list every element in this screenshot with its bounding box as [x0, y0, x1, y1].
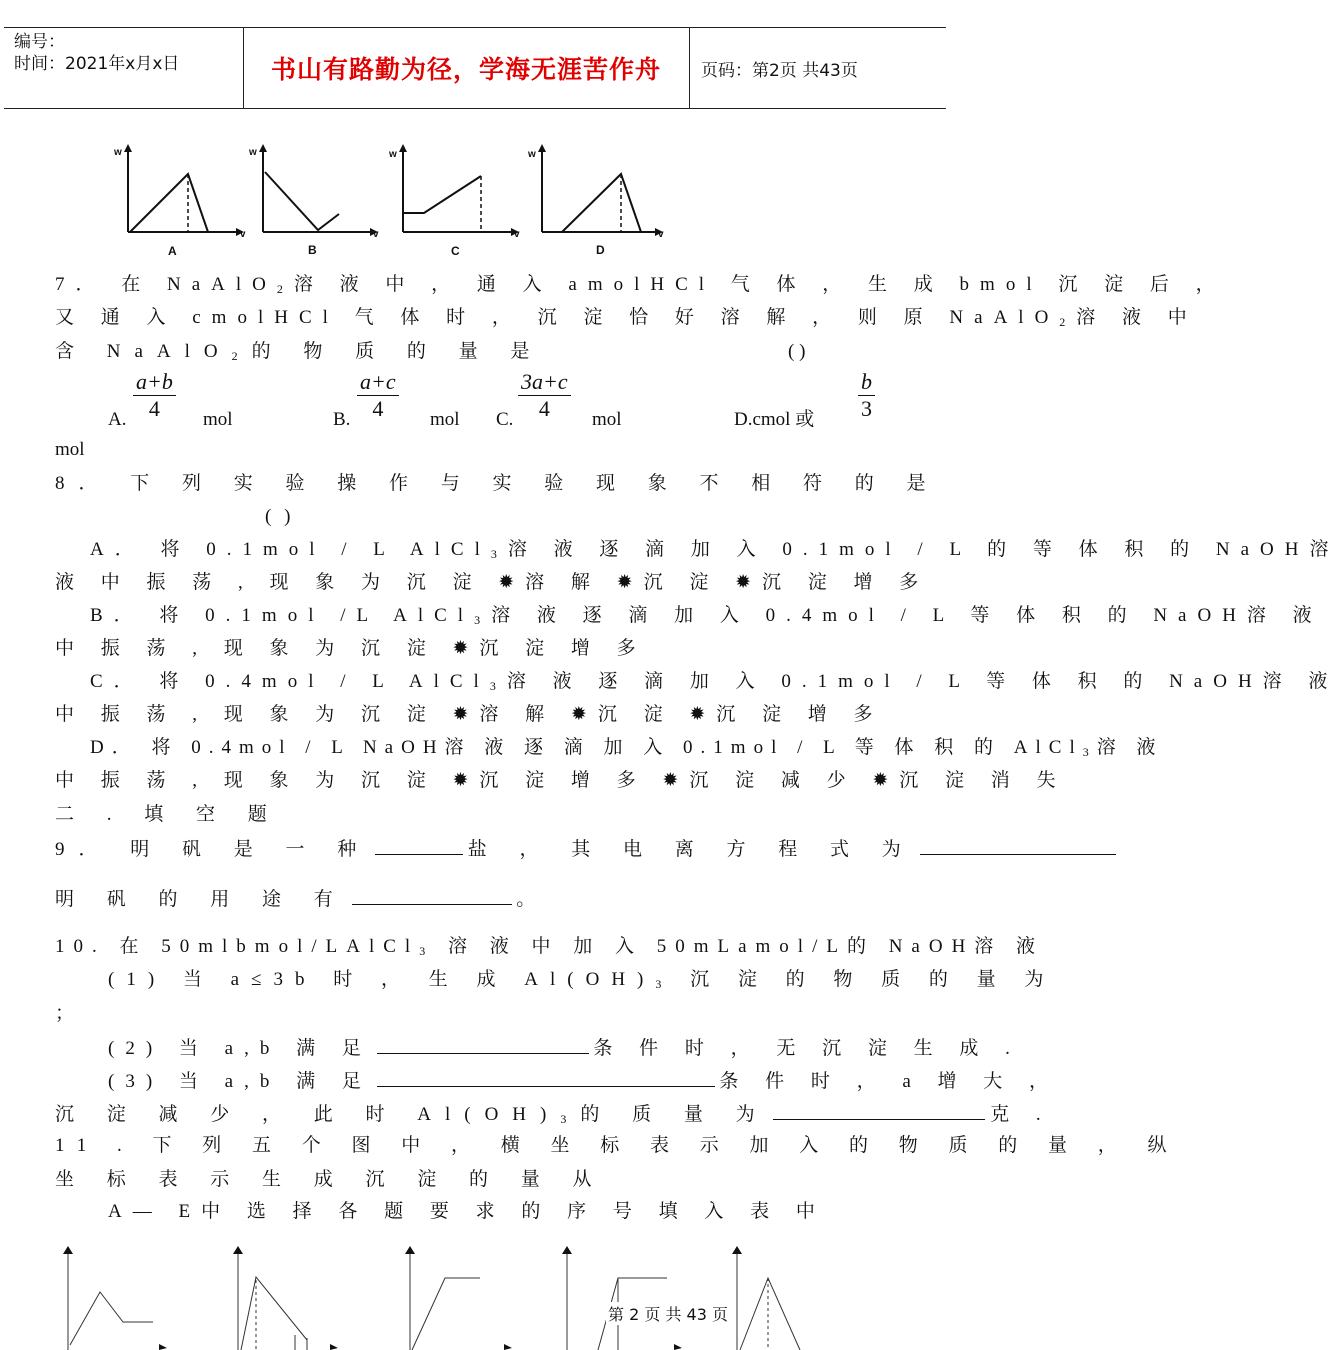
q7-line2: 又 通 入 cmolHCl 气 体 时 ， 沉 淀 恰 好 溶 解 ， 则 原 NaAlO$_2$溶 液 中 [55, 307, 1198, 329]
graph-label-a: A [168, 244, 177, 258]
q11-line2: 坐 标 表 示 生 成 沉 淀 的 量 从 [55, 1169, 606, 1190]
q8-option-c-line1: C． 将 0.4mol / L AlCl$_3$溶 液 逐 滴 加 入 0.1mol / L 等 体 积 的 NaOH溶 液 [90, 671, 1339, 693]
q7-answer-paren: ( ) [788, 341, 806, 362]
q8-option-b-line2: 中 振 荡 , 现 象 为 沉 淀 ✹沉 淀 增 多 [55, 638, 647, 659]
axis-x-label: v [373, 229, 379, 240]
q7-option-b-fraction: $\frac{a+c}{4}$ [357, 369, 399, 422]
q7-line3: 含 NaAlO$_2$的 物 质 的 量 是 [55, 341, 544, 363]
axis-y-label: w [114, 147, 122, 158]
axis-x-label: v [658, 229, 664, 240]
axis-y-label: w [249, 147, 257, 158]
page-info: 页码：第2页 共43页 [701, 60, 858, 81]
q8-option-a-line1: A． 将 0.1mol / L AlCl$_3$溶 液 逐 滴 加 入 0.1mol / L 的 等 体 积 的 NaOH溶 [90, 539, 1339, 561]
graph-label-c: C [451, 244, 460, 258]
graph-d [542, 150, 657, 232]
graph-c [403, 150, 513, 232]
q8-option-d-line1: D． 将 0.4mol / L NaOH溶 液 逐 滴 加 入 0.1mol / L 等 体 积 的 AlCl$_3$溶 液 [90, 737, 1164, 759]
axis-x-label: v [240, 229, 246, 240]
graph-bottom-2 [238, 1250, 307, 1350]
axis-x-label: v [514, 229, 520, 240]
q10-part1: (1) 当 a≤3b 时 ， 生 成 $Al(OH)_3$ 沉 淀 的 物 质 的 量 为 [108, 969, 1056, 991]
q10-part1-end: ； [55, 1003, 75, 1024]
q7-option-a-fraction: $\frac{a+b}{4}$ [133, 369, 176, 422]
q10-part2: (2) 当 a,b 满 足 条 件 时 ， 无 沉 淀 生 成 . [108, 1035, 898, 1061]
time-label: 时间：2021年x月x日 [14, 54, 180, 74]
q10-part3-line2: 沉 淀 减 少 ， 此 时 $Al(OH)_3$的 质 量 为 克 . [55, 1101, 897, 1131]
q9-line2: 明 矾 的 用 途 有 。 [55, 886, 897, 912]
q8-stem: 8． 下 列 实 验 操 作 与 实 验 现 象 不 相 符 的 是 [55, 473, 940, 494]
graph-bottom-3 [410, 1250, 480, 1350]
header-page-cell [689, 28, 946, 108]
q8-option-c-line2: 中 振 荡 , 现 象 为 沉 淀 ✹溶 解 ✹沉 淀 ✹沉 淀 增 多 [55, 704, 884, 725]
graph-label-b: B [308, 243, 317, 257]
q8-option-a-line2: 液 中 振 荡 , 现 象 为 沉 淀 ✹溶 解 ✹沉 淀 ✹沉 淀 增 多 [55, 572, 930, 593]
q9-blank-uses[interactable] [352, 886, 512, 905]
motto: 书山有路勤为径，学海无涯苦作舟 [270, 55, 661, 84]
q10-blank-condition-decrease[interactable] [377, 1068, 715, 1087]
code-label: 编号： [14, 32, 65, 52]
q7-option-a-unit: mol [203, 409, 233, 430]
q9-blank-salt-type[interactable] [375, 836, 463, 855]
graph-label-d: D [596, 243, 605, 257]
q9-line1: 9． 明 矾 是 一 种 盐 ， 其 电 离 方 程 式 为 [55, 836, 897, 862]
graph-bottom-1 [68, 1250, 153, 1350]
answer-graphs-bottom [55, 1240, 845, 1350]
graph-b [263, 150, 372, 232]
q7-option-d-unit: mol [55, 439, 85, 460]
header-meta [4, 28, 244, 108]
q7-option-c-unit: mol [592, 409, 622, 430]
q10-stem: 10. 在 50mlbmol/LAlCl$_3$ 溶 液 中 加 入 50mLamol/L的 NaOH溶 液 [55, 936, 1045, 958]
axis-y-label: w [389, 149, 397, 160]
answer-graphs-top [110, 140, 690, 265]
q8-answer-paren: ( ) [265, 506, 295, 527]
page-footer: 第 2 页 共 43 页 [606, 1302, 730, 1325]
section-fill-in-title: 二 . 填 空 题 [55, 804, 281, 825]
q7-option-c-fraction: $\frac{3a+c}{4}$ [518, 369, 571, 422]
q7-option-d-label: D.cmol 或 [734, 409, 815, 430]
q7-option-a-label: A. [108, 409, 127, 430]
q10-part3: (3) 当 a,b 满 足 条 件 时 ， a 增 大 ， [108, 1068, 898, 1094]
q9-blank-ionization-equation[interactable] [920, 836, 1116, 855]
q7-option-b-label: B. [333, 409, 351, 430]
q11-line3: A— E中 选 择 各 题 要 求 的 序 号 填 入 表 中 [108, 1201, 826, 1222]
graph-bottom-4 [567, 1250, 667, 1350]
graph-bottom-5 [737, 1250, 800, 1350]
q7-option-b-unit: mol [430, 409, 460, 430]
page-header [4, 27, 946, 109]
q8-option-b-line1: B． 将 0.1mol /L AlCl$_3$溶 液 逐 滴 加 入 0.4mol / L 等 体 积 的 NaOH溶 液 [90, 605, 1323, 627]
axis-y-label: w [528, 149, 536, 160]
q10-blank-mass[interactable] [773, 1101, 985, 1120]
graph-a [128, 150, 238, 232]
header-motto-cell [243, 28, 690, 108]
q7-line1: 7． 在 NaAlO$_2$溶 液 中 ， 通 入 amolHCl 气 体 ， 生 成 bmol 沉 淀 后 ， [55, 274, 1226, 296]
q8-option-d-line2: 中 振 荡 , 现 象 为 沉 淀 ✹沉 淀 增 多 ✹沉 淀 减 少 ✹沉 淀 消 失 [55, 770, 1067, 791]
q10-blank-condition-no-precipitate[interactable] [377, 1035, 589, 1054]
q7-option-d-fraction: $\frac{b}{3}$ [858, 369, 875, 422]
q11-line1: 11 . 下 列 五 个 图 中 ， 横 坐 标 表 示 加 入 的 物 质 的 量 ， 纵 [55, 1135, 1180, 1156]
q7-option-c-label: C. [496, 409, 514, 430]
